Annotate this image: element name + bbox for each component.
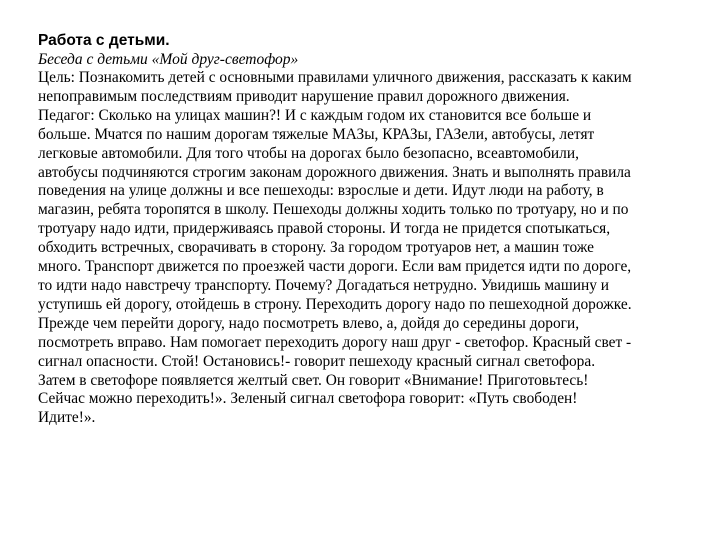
body-line: сигнал опасности. Стой! Остановись!- говорит пешеходу красный сигнал светофора. xyxy=(38,352,596,370)
body-line: автобусы подчиняются строгим законам дорожного движения. Знать и выполнять правила xyxy=(38,163,631,181)
body-line: больше. Мчатся по нашим дорогам тяжелые МАЗы, КРАЗы, ГАЗели, автобусы, летят xyxy=(38,125,595,143)
body-line: то идти надо навстречу транспорту. Почему? Догадаться нетрудно. Увидишь машину и xyxy=(38,276,609,294)
body-line: поведения на улице должны и все пешеходы: взрослые и дети. Идут люди на работу, в xyxy=(38,182,604,200)
body-line: обходить встречных, сворачивать в сторону. За городом тротуаров нет, а машин тоже xyxy=(38,239,595,257)
body-line: Идите!». xyxy=(38,409,96,427)
document-body xyxy=(38,69,664,428)
body-line: легковые автомобили. Для того чтобы на дорогах было безопасно, всеавтомобили, xyxy=(38,144,579,162)
body-line: Затем в светофоре появляется желтый свет. Он говорит «Внимание! Приготовьтесь! xyxy=(38,371,589,389)
body-line: тротуару надо идти, придерживаясь правой стороны. И тогда не придется спотыкаться, xyxy=(38,220,611,238)
document-content xyxy=(38,31,664,428)
body-line: непоправимым последствиям приводит нарушение правил дорожного движения. xyxy=(38,87,570,105)
body-line: Цель: Познакомить детей с основными правилами уличного движения, рассказать к каким xyxy=(38,69,632,86)
body-line: много. Транспорт движется по проезжей части дороги. Если вам придется идти по дороге, xyxy=(38,258,632,276)
body-line: Педагог: Сколько на улицах машин?! И с каждым годом их становится все больше и xyxy=(38,106,592,124)
body-line: уступишь ей дорогу, отойдешь в строну. Переходить дорогу надо по пешеходной дорожке. xyxy=(38,295,632,313)
document-title: Работа с детьми. xyxy=(38,32,170,49)
body-line: магазин, ребята торопятся в школу. Пешеходы должны ходить только по тротуару, но и по xyxy=(38,201,629,219)
body-line: Прежде чем перейти дорогу, надо посмотреть влево, а, дойдя до середины дороги, xyxy=(38,314,580,332)
document-subtitle: Беседа с детьми «Мой друг-светофор» xyxy=(38,51,299,68)
body-line: Сейчас можно переходить!». Зеленый сигнал светофора говорит: «Путь свободен! xyxy=(38,390,578,408)
body-line: посмотреть вправо. Нам помогает переходить дорогу наш друг - светофор. Красный свет - xyxy=(38,333,632,351)
